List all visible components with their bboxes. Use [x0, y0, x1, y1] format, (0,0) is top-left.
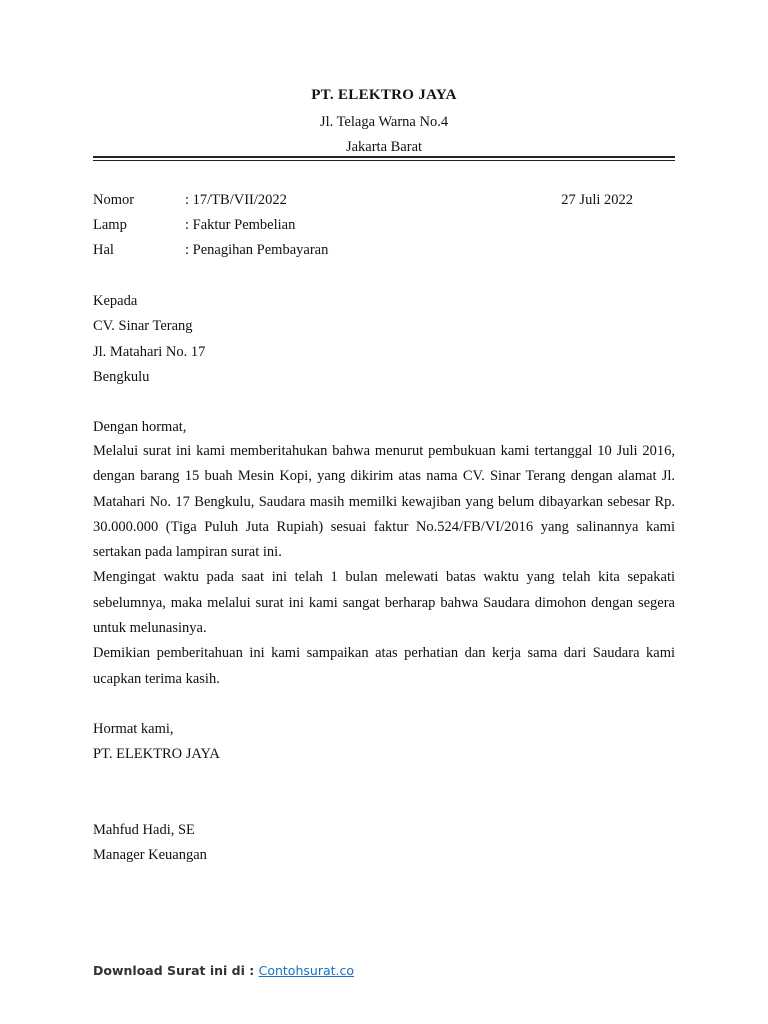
greeting: Dengan hormat,	[93, 419, 187, 435]
lamp-value: : Faktur Pembelian	[185, 217, 296, 233]
signer-name: Mahfud Hadi, SE	[93, 822, 195, 838]
footer-text: Download Surat ini di :	[93, 963, 259, 978]
lamp-label: Lamp	[93, 217, 127, 233]
body-paragraph-1: Melalui surat ini kami memberitahukan bahwa menurut pembukuan kami tertanggal 10 Juli 2016, dengan barang 15 buah Mesin Kopi, yang dikirim atas nama CV. Sinar Terang dengan alamat Jl. Matahari No. 17 Bengkulu, Saudara masih memilki kewajiban yang belum dibayarkan sebesar Rp. 30.000.000 (Tiga Puluh Juta Rupiah) sesuai faktur No.524/FB/VI/2016 yang salinannya kami sertakan pada lampiran surat ini.	[93, 443, 675, 561]
recipient-name: CV. Sinar Terang	[93, 318, 193, 334]
meta-row-lamp	[93, 217, 675, 237]
nomor-label: Nomor	[93, 192, 135, 208]
recipient-kepada: Kepada	[93, 293, 138, 309]
nomor-value: : 17/TB/VII/2022	[185, 192, 287, 208]
recipient-street: Jl. Matahari No. 17	[93, 344, 206, 360]
hal-label: Hal	[93, 242, 114, 258]
body-paragraph-3: Demikian pemberitahuan ini kami sampaikan atas perhatian dan kerja sama dari Saudara kami ucapkan terima kasih.	[93, 645, 675, 687]
meta-row-nomor	[93, 192, 675, 212]
letterhead-company: PT. ELEKTRO JAYA	[311, 87, 457, 103]
letter-body	[93, 439, 675, 692]
recipient-city: Bengkulu	[93, 369, 150, 385]
footer	[93, 963, 354, 978]
closing-company: PT. ELEKTRO JAYA	[93, 746, 220, 762]
letterhead-divider-thick	[93, 156, 675, 158]
letterhead-divider-thin	[93, 160, 675, 161]
hal-value: : Penagihan Pembayaran	[185, 242, 329, 258]
letterhead-address-line1: Jl. Telaga Warna No.4	[319, 114, 449, 130]
body-paragraph-2: Mengingat waktu pada saat ini telah 1 bulan melewati batas waktu yang telah kita sepakati sebelumnya, maka melalui surat ini kami sangat berharap bahwa Saudara dimohon dengan segera untuk melunasinya.	[93, 569, 675, 637]
signer-title: Manager Keuangan	[93, 847, 207, 863]
letterhead-address-line2: Jakarta Barat	[345, 139, 423, 155]
meta-row-hal	[93, 242, 675, 262]
letter-date: 27 Juli 2022	[561, 192, 633, 208]
closing-salutation: Hormat kami,	[93, 721, 174, 737]
footer-link[interactable]: Contohsurat.co	[258, 963, 355, 978]
